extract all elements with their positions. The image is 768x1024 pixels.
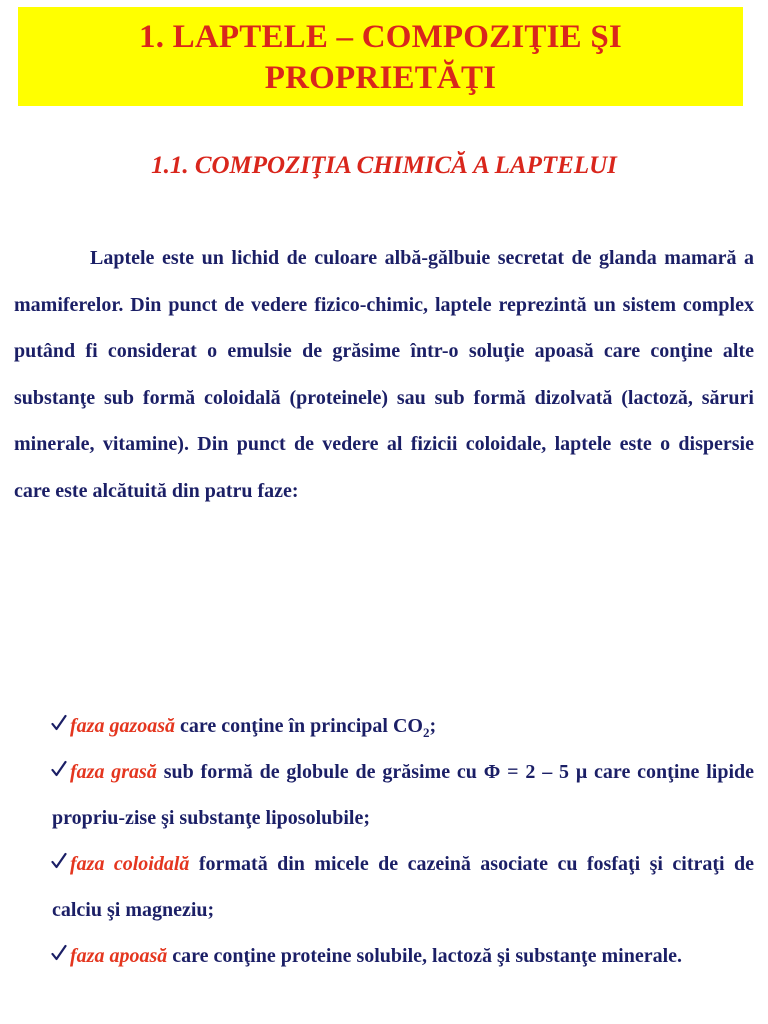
phase-suffix: ; [429, 715, 437, 737]
phase-description: care conţine proteine solubile, lactoză şi substanţe minerale. [172, 945, 682, 967]
section-subtitle: 1.1. COMPOZIŢIA CHIMICĂ A LAPTELUI [151, 152, 617, 179]
intro-paragraph: Laptele este un lichid de culoare albă-gălbuie secretat de glanda mamară a mamiferelor. Din punct de vedere fizico-chimic, laptele reprezintă un sistem complex putând fi considerat o emulsie de grăsime într-o soluţie apoasă care conţine alte substanţe sub formă coloidală (proteinele) sau sub formă dizolvată (lactoză, săruri minerale, vitamine). Din punct de vedere al fizicii coloidale, laptele este o dispersie care este alcătuită din patru faze: [14, 247, 754, 502]
phase-item-aqueous [52, 933, 754, 979]
checkmark-icon [51, 944, 67, 962]
phase-name: faza apoasă [70, 945, 168, 967]
checkmark-icon [51, 760, 67, 778]
phase-item-colloidal [52, 841, 754, 933]
phases-list [52, 703, 754, 979]
phase-name: faza gazoasă [70, 715, 176, 737]
phase-name: faza grasă [70, 761, 157, 783]
phase-description: formată din micele de cazeină asociate cu fosfaţi şi citraţi de calciu şi magneziu; [52, 853, 754, 921]
chemical-subscript: 2 [422, 725, 430, 740]
phase-name: faza coloidală [70, 853, 190, 875]
phase-item-gas [52, 703, 754, 749]
checkmark-icon [51, 852, 67, 870]
checkmark-icon [51, 714, 67, 732]
phase-description: sub formă de globule de grăsime cu Φ = 2 – 5 μ care conţine lipide propriu-zise şi substanţe liposolubile; [52, 761, 755, 829]
phase-item-fat [52, 749, 754, 841]
page-title: 1. LAPTELE – COMPOZIŢIE ŞI PROPRIETĂŢI [139, 19, 622, 96]
title-banner [18, 7, 743, 106]
phase-description: care conţine în principal CO [180, 715, 423, 737]
